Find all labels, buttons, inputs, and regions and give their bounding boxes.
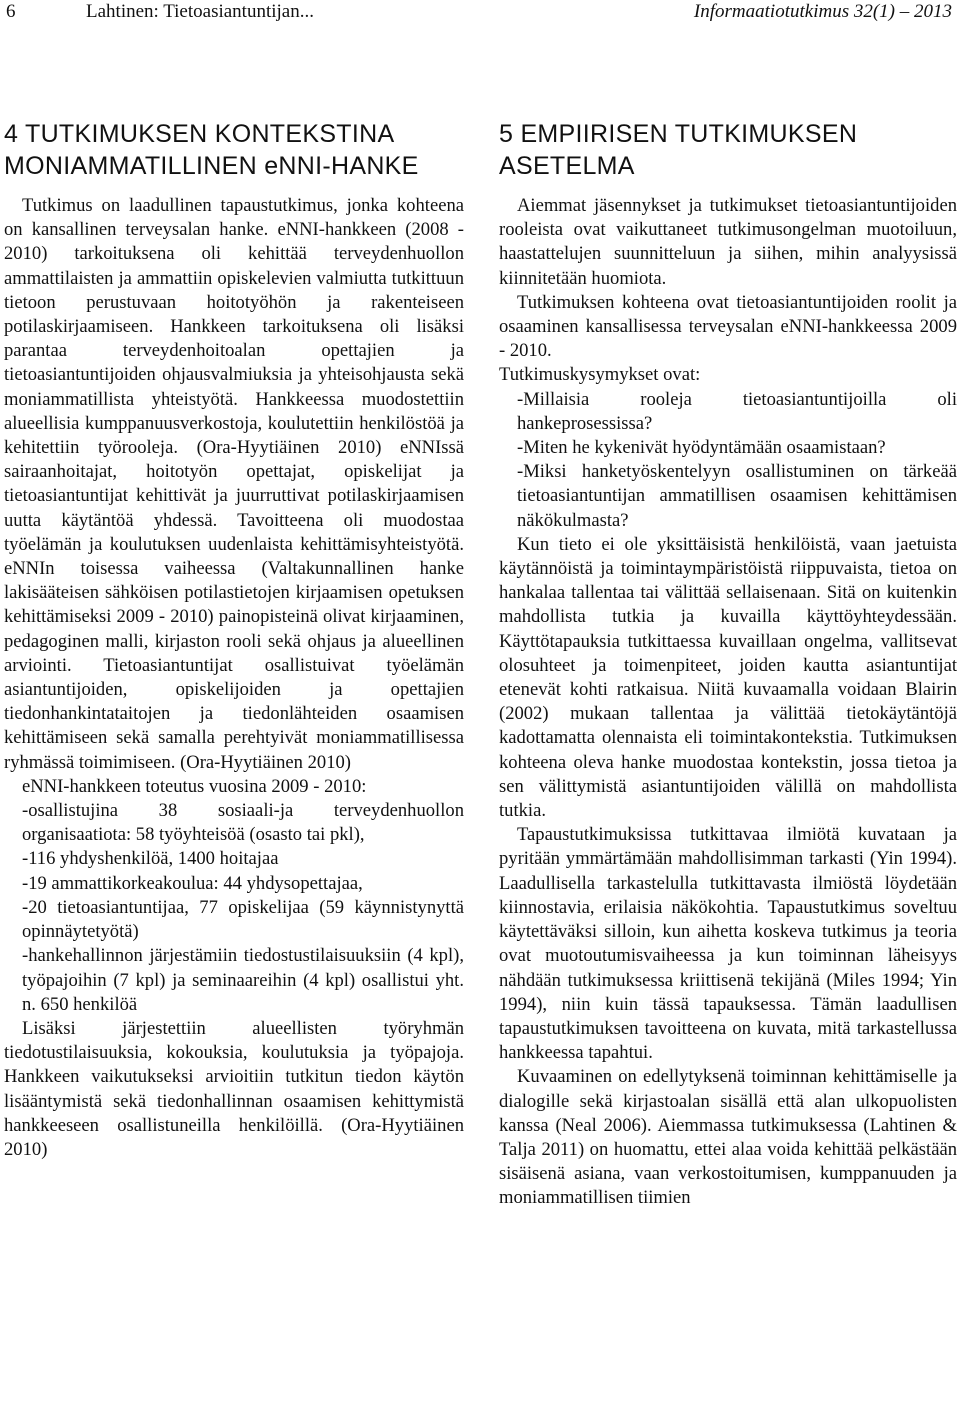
paragraph: Tutkimuksen kohteena ovat tietoasiantuntijoiden roolit ja osaaminen kansallisessa terveysalan eNNI-hankkeessa 2009 - 2010. [499,291,957,362]
section-5-heading: 5 EMPIIRISEN TUTKIMUKSEN ASETELMA [499,120,858,180]
research-question: -Miten he kykenivät hyödyntämään osaamistaan? [517,437,886,459]
page-header [0,0,960,30]
research-question: -Millaisia rooleja tietoasiantuntijoilla oli hankeprosessissa? [517,388,957,434]
list-item: -20 tietoasiantuntijaa, 77 opiskelijaa (59 käynnistynyttä opinnäytetyötä) [22,896,464,943]
running-title: Lahtinen: Tietoasiantuntijan... [86,1,314,22]
paragraph: Aiemmat jäsennykset ja tutkimukset tietoasiantuntijoiden rooleista ovat vaikuttaneet tutkimusongelman muotoiluun, haastattelujen suunnitteluun ja siihen, mihin analyysissä kiinnitetään huomiota. [499,195,957,289]
paragraph: Tapaustutkimuksissa tutkittavaa ilmiötä kuvataan ja pyritään ymmärtämään mahdollisimman tarkasti (Yin 1994). Laadullisella tarkastelulla tutkittavasta ilmiöstä löydetään kiinnostavia, erilaisia näkökohtia. Tapaustutkimus soveltuu käytettäväksi silloin, kun aihetta koskeva tutkimus ja teoria ovat muotoutumisvaiheessa ja kun toiminnan läheisyys nähdään tutkimuksessa kriittisenä tekijänä (Miles 1994; Yin 1994), niin kuin tässä tapauksessa. Tämän laadullisen tapaustutkimuksen tavoitteena on kuvata, mitä tarkastellussa hankkeessa tapahtui. [499,824,957,1064]
paragraph: Kuvaaminen on edellytyksenä toiminnan kehittämiselle ja dialogille sekä kirjastoalan sisällä että alan ulkopuolisten kanssa (Neal 2006). Aiemmassa tutkimuksessa (Lahtinen & Talja 2011) on huomattu, ettei alaa voida kehittää pelkästään sisäisenä asiana, vaan verkostoitumisen, kumppanuuden ja moniammatillisen tiimien [499,1066,957,1209]
page-number: 6 [6,1,16,22]
paragraph: Tutkimus on laadullinen tapaustutkimus, jonka kohteena on kansallinen terveysalan hanke. eNNI-hankkeen (2008 - 2010) tarkoituksena oli kehittää terveydenhuollon ammattilaisten ja ammattiin opiskelevien valmiutta tutkittuun tietoon perustuvaan hoitotyöhön ja rakenteiseen potilaskirjaamiseen. Hankkeen tarkoituksena oli lisäksi parantaa terveydenhoitoalan opettajien ja tietoasiantuntijoiden ohjausvalmiuksia ja yhteisohjausta sekä moniammatillista yhteistyötä. Hankkeessa muodostettiin alueellisia kumppanuusverkostoja, koulutettiin henkilöstöä ja kehitettiin työrooleja. (Ora-Hyytiäinen 2010) eNNIssä sairaanhoitajat, hoitotyön opettajat, opiskelijat ja tietoasiantuntijat kehittivät ja juurruttivat potilaskirjaamisen uutta käytäntöä yhdessä. Tavoitteena oli muodostaa työelämän ja koulutuksen uudenlaista kehittämisyhteistyötä. eNNIn toisessa vaiheessa (Valtakunnallinen hanke lakisääteisen sähköisen potilastietojen kirjaamisen opetuksen kehittämiseksi 2009 - 2010) painopisteinä olivat kirjaaminen, pedagoginen malli, kirjaston rooli sekä ohjaus ja alueellinen arviointi. Tietoasiantuntijat osallistuivat työelämän asiantuntijoiden, opiskelijoiden ja opettajien tiedonhankintataitojen ja tiedonlähteiden osaamisen kehittämiseen sekä samalla perehtyivät moniammatillisessa ryhmässä toimimiseen. (Ora-Hyytiäinen 2010) [4,195,464,773]
questions-intro: Tutkimuskysymykset ovat: [499,364,701,386]
research-question: -Miksi hanketyöskentelyyn osallistuminen on tärkeää tietoasiantuntijan ammatillisen osaamisen kehittämisen näkökulmasta? [517,461,957,531]
section-4-heading: 4 TUTKIMUKSEN KONTEKSTINA MONIAMMATILLINEN eNNI-HANKE [4,120,419,180]
paragraph: Lisäksi järjestettiin alueellisten työryhmän tiedotustilaisuuksia, kokouksia, koulutuksia ja työpajoja. Hankkeen vaikutukseksi arvioitiin tutkitun tiedon käytön lisääntymistä sekä tiedonhallinnan osaamisen kehittymistä hankkeeseen osallistuneilla henkilöillä. (Ora-Hyytiäinen 2010) [4,1017,464,1160]
list-intro: eNNI-hankkeen toteutus vuosina 2009 - 2010: [22,775,367,797]
left-column [4,118,464,1162]
journal-citation: Informaatiotutkimus 32(1) – 2013 [693,1,952,22]
list-item: -116 yhdyshenkilöä, 1400 hoitajaa [22,848,279,870]
list-item: -hankehallinnon järjestämiin tiedostustilaisuuksiin (4 kpl), työpajoihin (7 kpl) ja seminaareihin (4 kpl) osallistui yht. n. 650 henkilöä [22,945,464,1015]
right-column [499,118,957,1211]
list-item: -19 ammattikorkeakoulua: 44 yhdysopettajaa, [22,872,363,894]
paragraph: Kun tieto ei ole yksittäisistä henkilöistä, vaan jaetuista käytännöistä ja toimintaympäristöistä riippuvaista, tietoa on hankalaa tallentaa tai välittää sellaisenaan. Sitä on kuitenkin mahdollista tutkia ja kuvailla käyttöyhteydessään. Käyttötapauksia tutkittaessa kuvaillaan ongelma, vallitsevat olosuhteet ja toimenpiteet, joiden kautta asiantuntijat etenevät kohti ratkaisua. Niitä kuvaamalla voidaan Blairin (2002) mukaan tallentaa ja välittää tietokäytäntöjä kadottamatta olennaista eli toimintakontekstia. Tutkimuksen kohteena oleva hanke muodostaa kontekstin, jossa tietoa ja sen välittymistä asiantuntijoiden välillä on mahdollista tutkia. [499,533,957,822]
list-item: -osallistujina 38 sosiaali-ja terveydenhuollon organisaatiota: 58 työyhteisöä (osasto tai pkl), [22,800,464,846]
